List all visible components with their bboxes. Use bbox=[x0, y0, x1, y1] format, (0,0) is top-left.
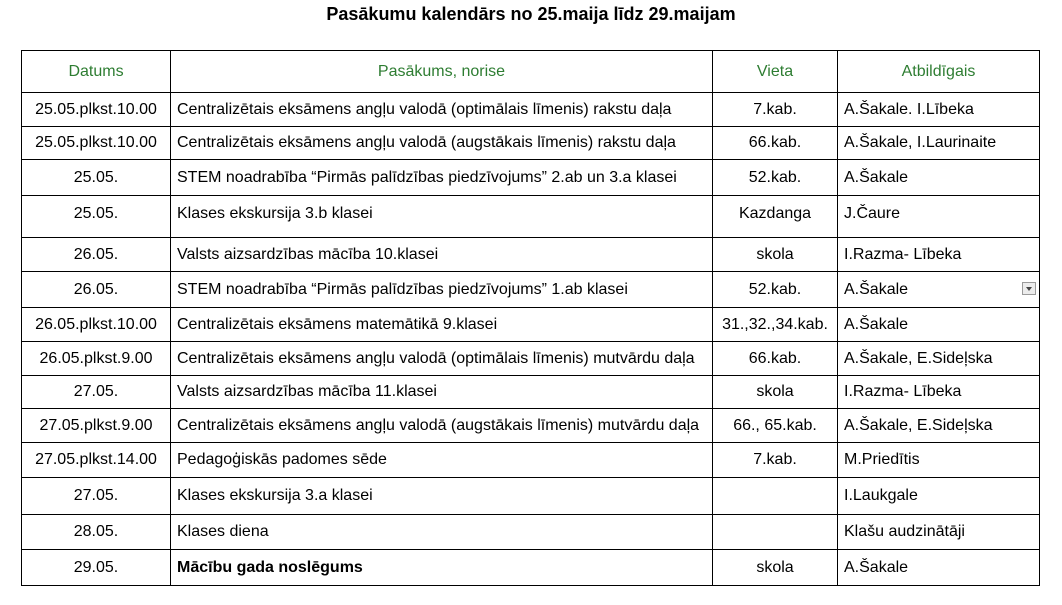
cell-event: Klases ekskursija 3.a klasei bbox=[171, 478, 713, 515]
table-row bbox=[22, 160, 1040, 196]
table-row bbox=[22, 93, 1040, 127]
cell-date: 27.05. bbox=[22, 376, 171, 409]
cell-place: 66.kab. bbox=[713, 342, 838, 376]
page-title: Pasākumu kalendārs no 25.maija līdz 29.maijam bbox=[326, 4, 736, 24]
cell-date: 25.05. bbox=[22, 160, 171, 196]
cell-event: Klases diena bbox=[171, 515, 713, 550]
cell-date: 28.05. bbox=[22, 515, 171, 550]
cell-date: 26.05. bbox=[22, 238, 171, 272]
cell-responsible-text: A.Šakale bbox=[844, 280, 909, 298]
table-row bbox=[22, 550, 1040, 586]
cell-date: 27.05. bbox=[22, 478, 171, 515]
cell-date: 26.05.plkst.10.00 bbox=[22, 308, 171, 342]
cell-responsible bbox=[838, 272, 1040, 308]
cell-responsible: A.Šakale bbox=[838, 308, 1040, 342]
cell-event: Mācību gada noslēgums bbox=[171, 550, 713, 586]
cell-responsible: A.Šakale bbox=[838, 160, 1040, 196]
cell-responsible: Klašu audzinātāji bbox=[838, 515, 1040, 550]
cell-place: skola bbox=[713, 550, 838, 586]
column-header-responsible: Atbildīgais bbox=[838, 51, 1040, 93]
cell-event: Centralizētais eksāmens matemātikā 9.klasei bbox=[171, 308, 713, 342]
cell-place: 66.kab. bbox=[713, 127, 838, 160]
cell-responsible: I.Razma- Lībeka bbox=[838, 238, 1040, 272]
cell-event: Valsts aizsardzības mācība 10.klasei bbox=[171, 238, 713, 272]
table-row bbox=[22, 238, 1040, 272]
table-row bbox=[22, 272, 1040, 308]
cell-date: 26.05. bbox=[22, 272, 171, 308]
cell-event: Valsts aizsardzības mācība 11.klasei bbox=[171, 376, 713, 409]
cell-responsible: J.Čaure bbox=[838, 196, 1040, 238]
column-header-date: Datums bbox=[22, 51, 171, 93]
cell-place: skola bbox=[713, 238, 838, 272]
cell-date: 27.05.plkst.9.00 bbox=[22, 409, 171, 443]
cell-event: Pedagoģiskās padomes sēde bbox=[171, 443, 713, 478]
cell-responsible: A.Šakale, E.Sideļska bbox=[838, 409, 1040, 443]
table-row bbox=[22, 196, 1040, 238]
table-row bbox=[22, 478, 1040, 515]
cell-date: 26.05.plkst.9.00 bbox=[22, 342, 171, 376]
cell-responsible: I.Laukgale bbox=[838, 478, 1040, 515]
table-row bbox=[22, 342, 1040, 376]
cell-place: 7.kab. bbox=[713, 443, 838, 478]
cell-event: Centralizētais eksāmens angļu valodā (optimālais līmenis) mutvārdu daļa bbox=[171, 342, 713, 376]
cell-event: STEM noadrabība “Pirmās palīdzības piedzīvojums” 2.ab un 3.a klasei bbox=[171, 160, 713, 196]
cell-responsible: A.Šakale. I.Lībeka bbox=[838, 93, 1040, 127]
cell-event: Centralizētais eksāmens angļu valodā (augstākais līmenis) rakstu daļa bbox=[171, 127, 713, 160]
table-row bbox=[22, 409, 1040, 443]
cell-place: 52.kab. bbox=[713, 272, 838, 308]
column-header-place: Vieta bbox=[713, 51, 838, 93]
cell-place: 52.kab. bbox=[713, 160, 838, 196]
table-row bbox=[22, 376, 1040, 409]
cell-place bbox=[713, 478, 838, 515]
column-header-event: Pasākums, norise bbox=[171, 51, 713, 93]
cell-event: Centralizētais eksāmens angļu valodā (augstākais līmenis) mutvārdu daļa bbox=[171, 409, 713, 443]
cell-event: Klases ekskursija 3.b klasei bbox=[171, 196, 713, 238]
cell-date: 25.05.plkst.10.00 bbox=[22, 127, 171, 160]
cell-event: Centralizētais eksāmens angļu valodā (optimālais līmenis) rakstu daļa bbox=[171, 93, 713, 127]
cell-place: 31.,32.,34.kab. bbox=[713, 308, 838, 342]
table-row bbox=[22, 515, 1040, 550]
cell-responsible: A.Šakale bbox=[838, 550, 1040, 586]
cell-responsible: A.Šakale, I.Laurinaite bbox=[838, 127, 1040, 160]
cell-date: 29.05. bbox=[22, 550, 171, 586]
cell-date: 27.05.plkst.14.00 bbox=[22, 443, 171, 478]
cell-date: 25.05. bbox=[22, 196, 171, 238]
cell-date: 25.05.plkst.10.00 bbox=[22, 93, 171, 127]
cell-place: Kazdanga bbox=[713, 196, 838, 238]
table-header-row bbox=[22, 51, 1040, 93]
cell-event: STEM noadrabība “Pirmās palīdzības piedzīvojums” 1.ab klasei bbox=[171, 272, 713, 308]
table-row bbox=[22, 308, 1040, 342]
table-row bbox=[22, 443, 1040, 478]
cell-place: skola bbox=[713, 376, 838, 409]
cell-responsible: A.Šakale, E.Sideļska bbox=[838, 342, 1040, 376]
cell-responsible: M.Priedītis bbox=[838, 443, 1040, 478]
table-row bbox=[22, 127, 1040, 160]
events-table bbox=[21, 50, 1040, 586]
cell-place: 7.kab. bbox=[713, 93, 838, 127]
cell-responsible: I.Razma- Lībeka bbox=[838, 376, 1040, 409]
cell-place: 66., 65.kab. bbox=[713, 409, 838, 443]
cell-place bbox=[713, 515, 838, 550]
dropdown-arrow-icon[interactable] bbox=[1022, 282, 1036, 295]
